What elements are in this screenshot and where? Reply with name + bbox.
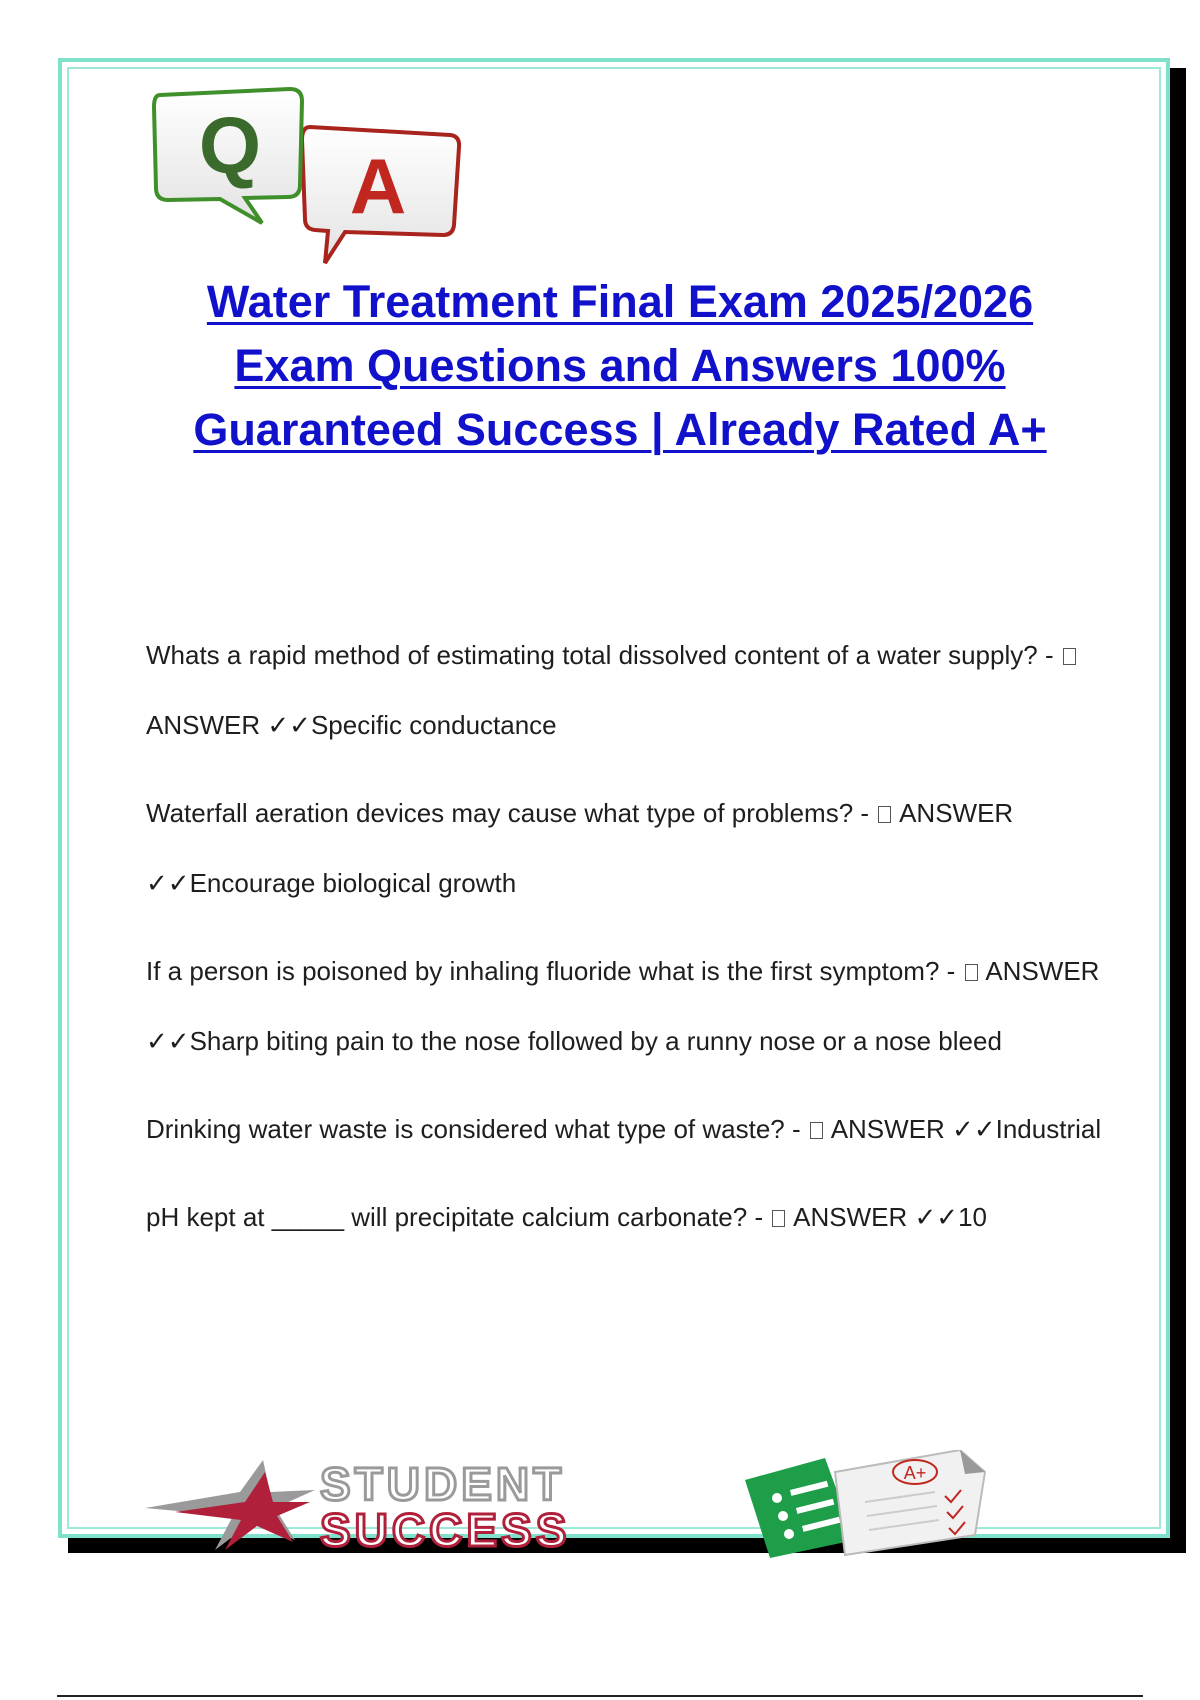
document-title[interactable] (120, 270, 1120, 462)
answer-text: Specific conductance (310, 710, 557, 740)
q-letter: Q (198, 101, 262, 190)
check-marks: ✓✓ (146, 1026, 190, 1056)
qa-logo (150, 85, 470, 275)
title-line-2[interactable]: Exam Questions and Answers 100% (234, 340, 1006, 391)
answer-text: Sharp biting pain to the nose followed by a runny nose or a nose bleed (189, 1026, 1002, 1056)
qa-item (146, 778, 1106, 918)
check-marks: ✓✓ (267, 710, 311, 740)
question-text: Whats a rapid method of estimating total dissolved content of a water supply? (146, 640, 1038, 670)
missing-glyph-icon (965, 964, 978, 981)
a-letter: A (349, 142, 407, 230)
answer-label: ANSWER (899, 798, 1014, 828)
title-line-1[interactable]: Water Treatment Final Exam 2025/2026 (206, 276, 1034, 327)
answer-text: Encourage biological growth (189, 868, 517, 898)
qa-item (146, 936, 1106, 1076)
qa-item (146, 620, 1106, 760)
qa-item (146, 1182, 1106, 1252)
answer-text: 10 (958, 1202, 988, 1232)
page-footer-rule (57, 1695, 1143, 1697)
answer-label: ANSWER (793, 1202, 908, 1232)
check-marks: ✓✓ (146, 868, 190, 898)
check-marks: ✓✓ (952, 1114, 996, 1144)
answer-text: Industrial (995, 1114, 1102, 1144)
answer-label: ANSWER (985, 956, 1100, 986)
missing-glyph-icon (810, 1122, 823, 1139)
title-line-3[interactable]: Guaranteed Success | Already Rated A+ (193, 404, 1047, 455)
answer-label: ANSWER (830, 1114, 945, 1144)
separator: - (946, 956, 963, 986)
student-success-logo (145, 1450, 1065, 1560)
question-text: Drinking water waste is considered what type of waste? (146, 1114, 785, 1144)
a-bubble-icon (302, 127, 459, 263)
separator: - (792, 1114, 808, 1144)
answer-label: ANSWER (146, 710, 261, 740)
student-word: STUDENT (320, 1458, 566, 1510)
missing-glyph-icon (878, 806, 891, 823)
success-word: SUCCESS (320, 1504, 571, 1556)
question-text: pH kept at _____ will precipitate calcium carbonate? (146, 1202, 748, 1232)
grade-text: A+ (903, 1463, 927, 1483)
question-text: Waterfall aeration devices may cause what type of problems? (146, 798, 854, 828)
missing-glyph-icon (772, 1210, 785, 1227)
star-swoosh-icon (145, 1460, 315, 1550)
qa-item (146, 1094, 1106, 1164)
missing-glyph-icon (1063, 648, 1076, 665)
check-marks: ✓✓ (914, 1202, 959, 1232)
graded-paper-icon (835, 1450, 985, 1555)
question-text: If a person is poisoned by inhaling fluoride what is the first symptom? (146, 956, 940, 986)
separator: - (754, 1202, 771, 1232)
separator: - (860, 798, 877, 828)
qa-list (146, 620, 1106, 1270)
q-bubble-icon (154, 89, 302, 223)
separator: - (1044, 640, 1061, 670)
